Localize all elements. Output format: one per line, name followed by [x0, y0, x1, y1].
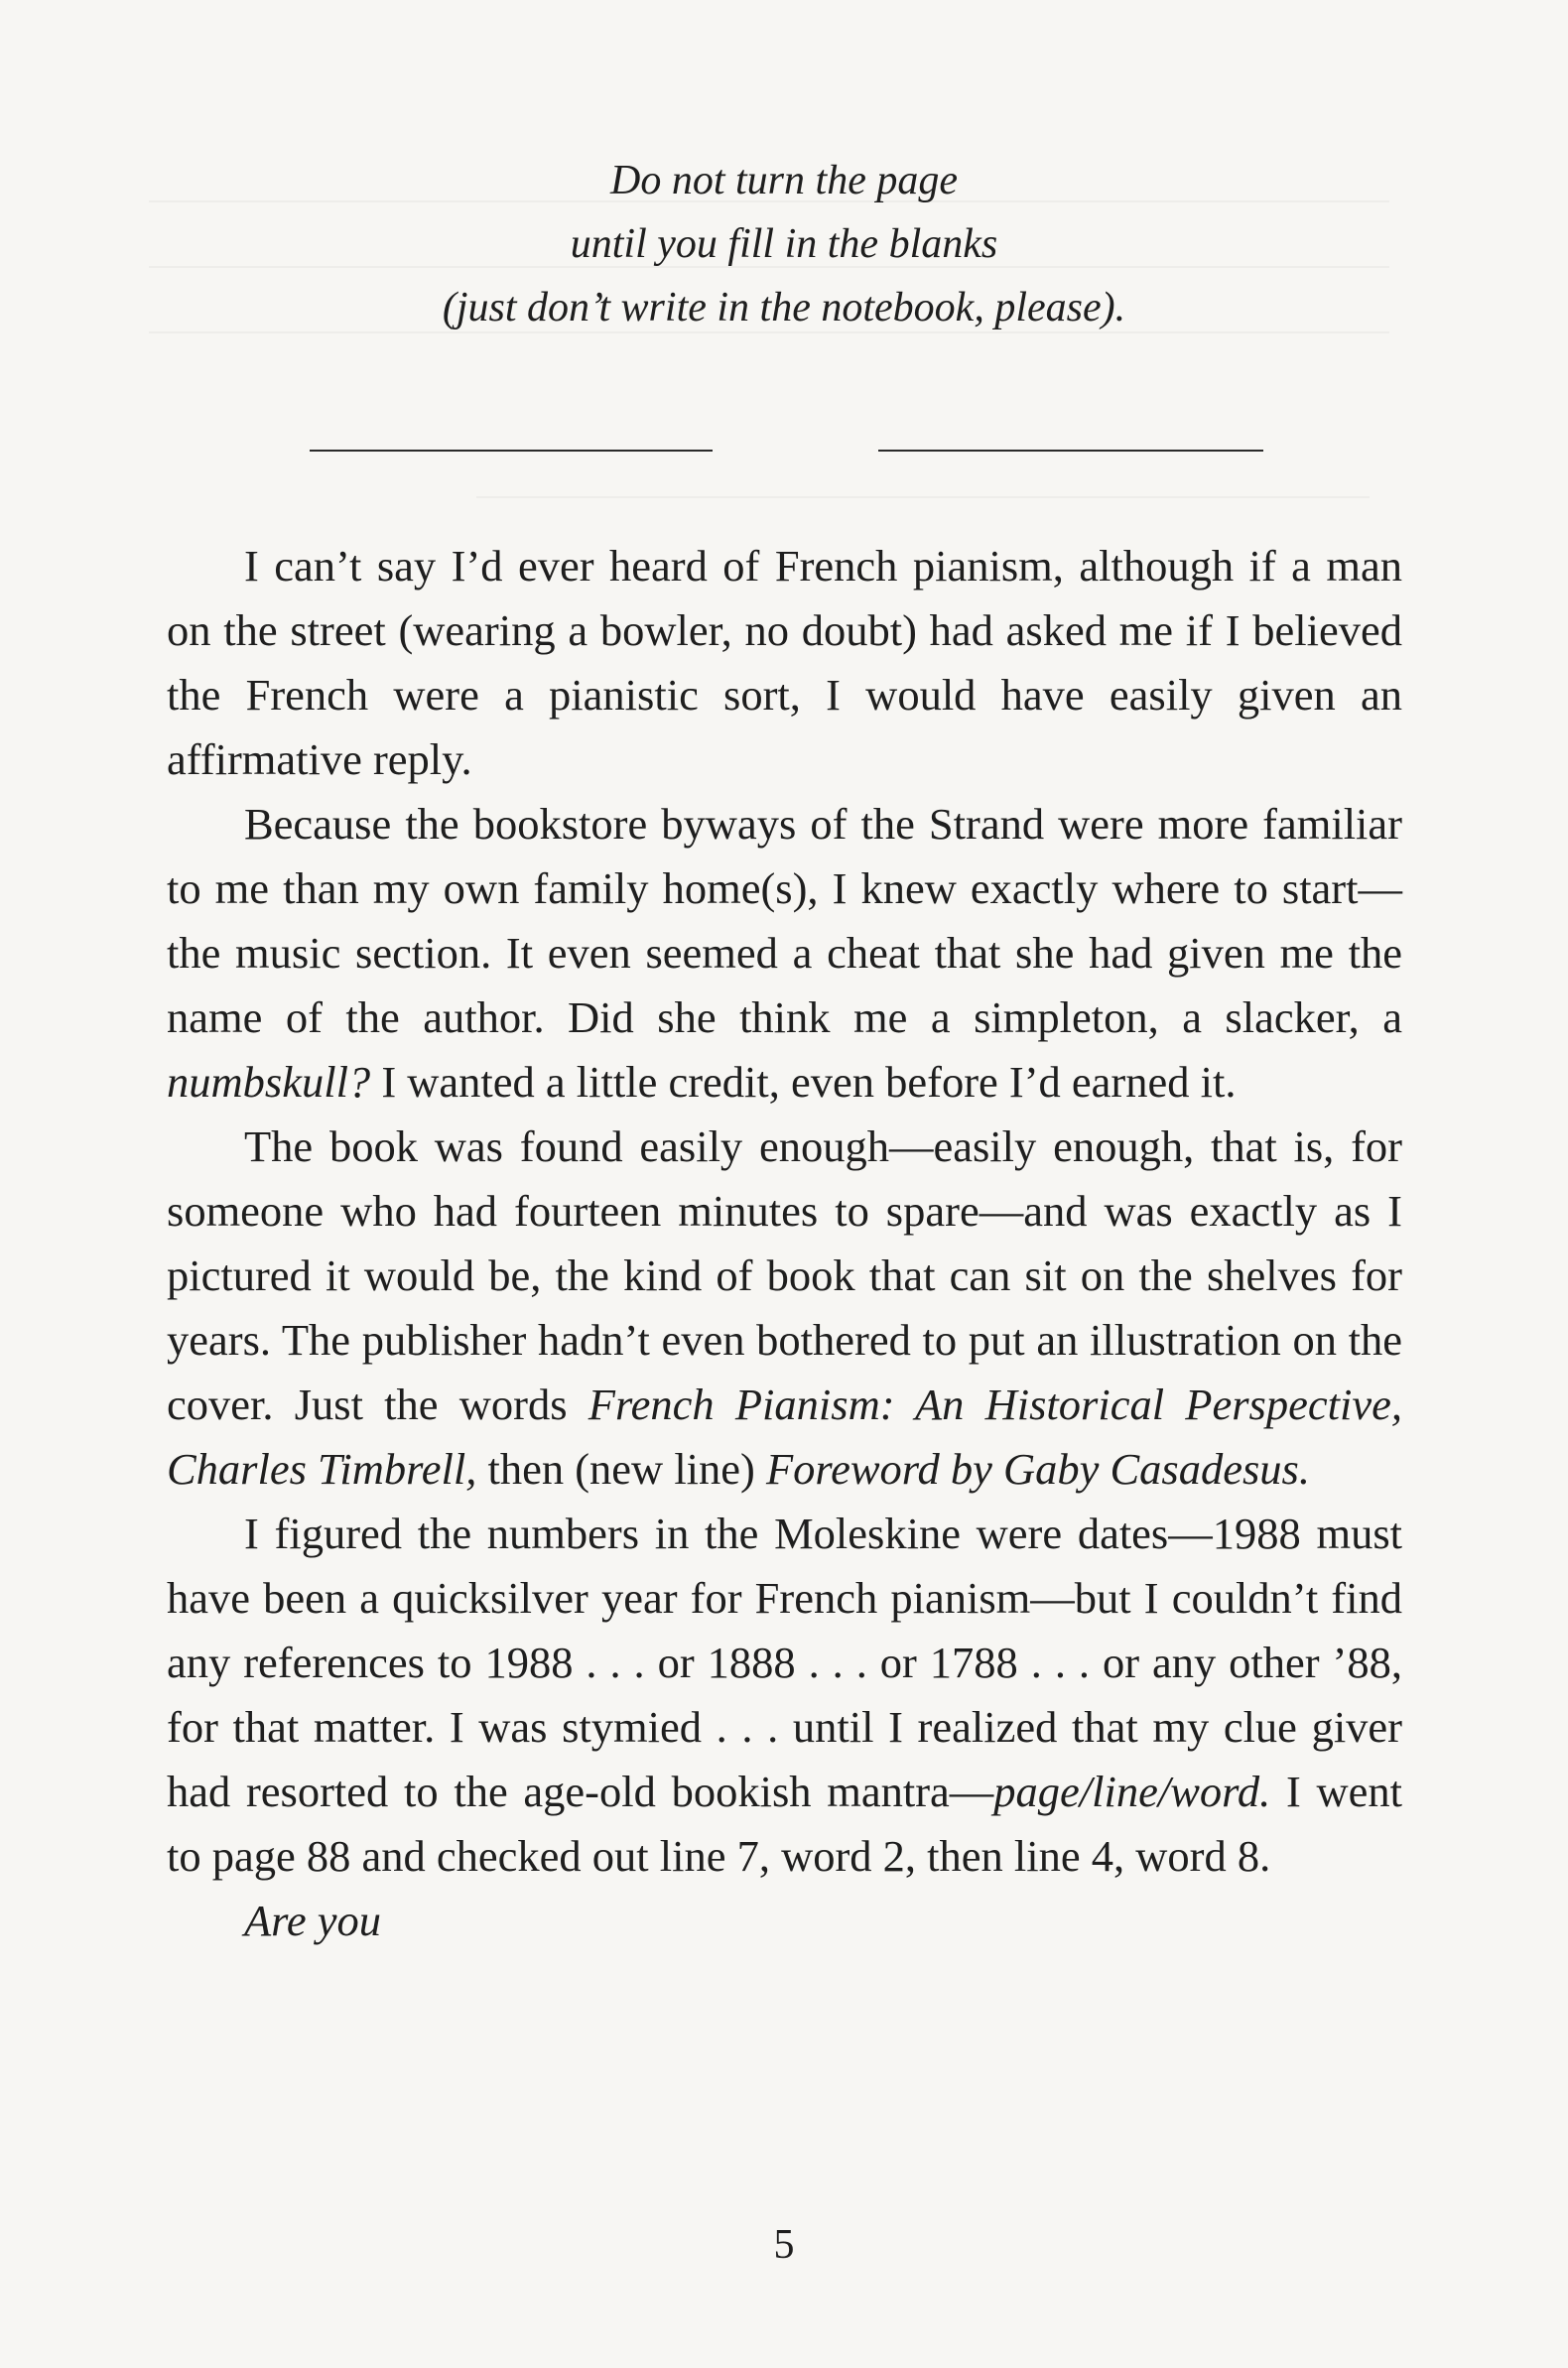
paragraph	[167, 1502, 1402, 1889]
foreword-credit: Foreword by Gaby Casadesus.	[766, 1444, 1310, 1494]
epigraph-line: Do not turn the page	[610, 158, 958, 203]
paragraph-text: The book was found easily enough—easily enough, that is, for someone who had fourteen minutes to spare—and was exactly as I pictured it would be, the kind of book that can sit on the shelves for years. The publisher hadn’t even bothered to put an illustration on the cover. Just the words	[167, 1121, 1402, 1429]
show-through-mark	[476, 496, 1370, 498]
body-text	[167, 534, 1402, 1953]
paragraph-text: I wanted a little credit, even before I’d earned it.	[370, 1057, 1237, 1107]
italic-text: page/line/word.	[993, 1767, 1271, 1816]
paragraph-text: I figured the numbers in the Moleskine were dates—1988 must have been a quicksilver year for French pianism—but I couldn’t find any references to 1988 . . . or 1888 . . . or 1788 . . . or any other ’88, for that matter. I was stymied . . . until I realized that my clue giver had resorted to the age-old bookish mantra—	[167, 1509, 1402, 1816]
paragraph	[167, 534, 1402, 792]
paragraph-text: then (new line)	[476, 1444, 766, 1494]
book-title: French Pianism: An Historical Perspective, Charles Timbrell,	[167, 1380, 1402, 1494]
italic-text: numbskull?	[167, 1057, 371, 1107]
epigraph-line: until you fill in the blanks	[570, 221, 998, 267]
paragraph	[167, 1889, 1402, 1953]
paragraph-text: Are you	[244, 1896, 381, 1945]
page-number: 5	[773, 2222, 795, 2268]
paragraph	[167, 1115, 1402, 1502]
epigraph	[0, 149, 1568, 339]
paragraph	[167, 792, 1402, 1115]
epigraph-line: (just don’t write in the notebook, please).	[442, 285, 1126, 330]
paragraph-text: I went to page 88 and checked out line 7, word 2, then line 4, word 8.	[167, 1767, 1402, 1881]
paragraph-text: Because the bookstore byways of the Strand were more familiar to me than my own family home(s), I knew exactly where to start—the music section. It even seemed a cheat that she had given me the name of the author. Did she think me a simpleton, a slacker, a	[167, 799, 1402, 1042]
paragraph-text: I can’t say I’d ever heard of French pianism, although if a man on the street (wearing a bowler, no doubt) had asked me if I believed the French were a pianistic sort, I would have easily given an affirmative reply.	[167, 541, 1402, 784]
fill-in-blank-line	[878, 450, 1263, 452]
fill-in-blank-line	[310, 450, 713, 452]
